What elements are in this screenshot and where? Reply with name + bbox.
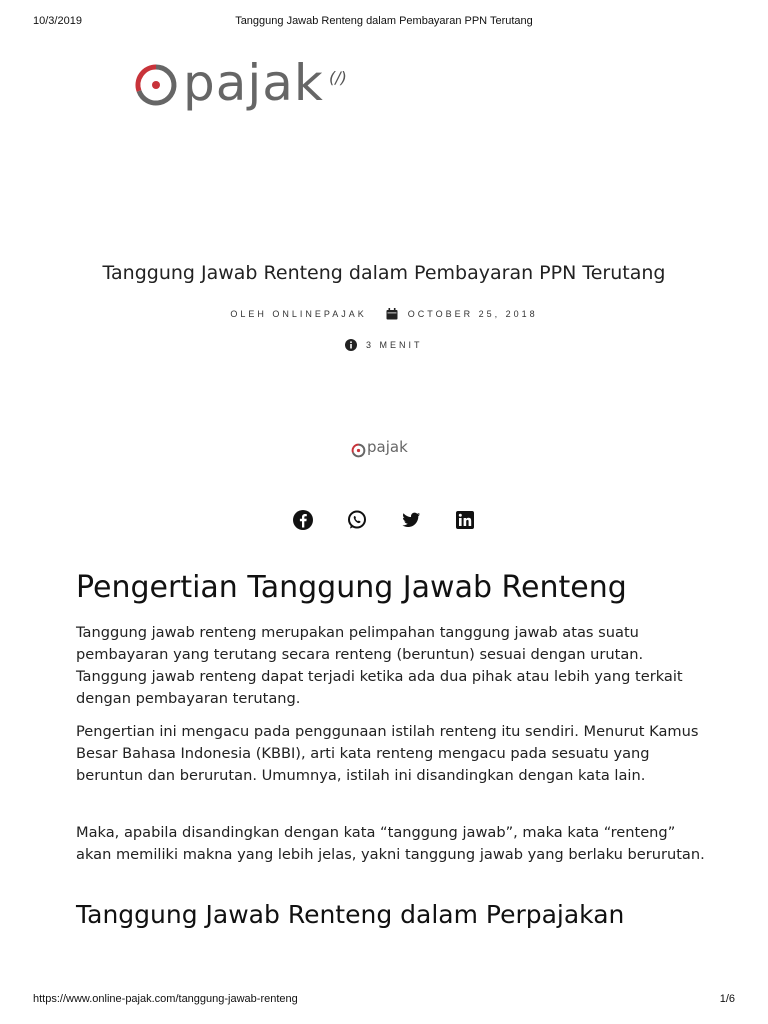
article-meta bbox=[0, 308, 768, 320]
pajak-logo-mark-icon bbox=[133, 62, 179, 108]
facebook-icon[interactable] bbox=[292, 509, 314, 531]
section-heading-perpajakan: Tanggung Jawab Renteng dalam Perpajakan bbox=[76, 900, 625, 929]
print-header bbox=[0, 15, 768, 31]
article-author[interactable]: OLEH ONLINEPAJAK bbox=[230, 309, 367, 319]
paragraph: Tanggung jawab renteng merupakan pelimpahan tanggung jawab atas suatu pembayaran yang terutang secara renteng (beruntun) sesuai dengan urutan. Tanggung jawab renteng dapat terjadi ketika ada dua pihak atau lebih yang terkait dengan pembayaran terutang. bbox=[76, 624, 683, 707]
article-title: Tanggung Jawab Renteng dalam Pembayaran PPN Terutang bbox=[102, 262, 666, 284]
print-url[interactable]: https://www.online-pajak.com/tanggung-jawab-renteng bbox=[33, 993, 298, 1005]
logo-small-wordmark: pajak bbox=[367, 438, 408, 456]
read-time-label: 3 MENIT bbox=[366, 340, 423, 350]
print-footer bbox=[0, 993, 768, 1009]
pajak-logo-small bbox=[351, 440, 421, 462]
linkedin-icon[interactable] bbox=[454, 509, 476, 531]
whatsapp-icon[interactable] bbox=[346, 509, 368, 531]
paragraph: Maka, apabila disandingkan dengan kata “tanggung jawab”, maka kata “renteng” akan memiliki makna yang lebih jelas, yakni tanggung jawab yang berlaku berurutan. bbox=[76, 824, 705, 863]
pajak-logo[interactable] bbox=[133, 54, 363, 114]
article-date: OCTOBER 25, 2018 bbox=[407, 309, 538, 319]
pajak-logo-small-mark-icon bbox=[351, 443, 366, 458]
twitter-icon[interactable] bbox=[400, 509, 422, 531]
print-title: Tanggung Jawab Renteng dalam Pembayaran PPN Terutang bbox=[235, 15, 533, 27]
calendar-icon bbox=[386, 308, 398, 320]
print-date: 10/3/2019 bbox=[33, 15, 82, 27]
section-heading-pengertian: Pengertian Tanggung Jawab Renteng bbox=[76, 570, 627, 605]
read-time bbox=[0, 339, 768, 351]
page-number: 1/6 bbox=[719, 993, 735, 1005]
info-icon bbox=[345, 339, 357, 351]
paragraph: Pengertian ini mengacu pada penggunaan istilah renteng itu sendiri. Menurut Kamus Besar Bahasa Indonesia (KBBI), arti kata renteng mengacu pada sesuatu yang beruntun dan berurutan. Umumnya, istilah ini disandingkan dengan kata lain. bbox=[76, 723, 699, 784]
share-bar bbox=[290, 509, 480, 531]
logo-superscript: (/) bbox=[329, 68, 347, 87]
logo-wordmark: pajak bbox=[183, 54, 324, 112]
